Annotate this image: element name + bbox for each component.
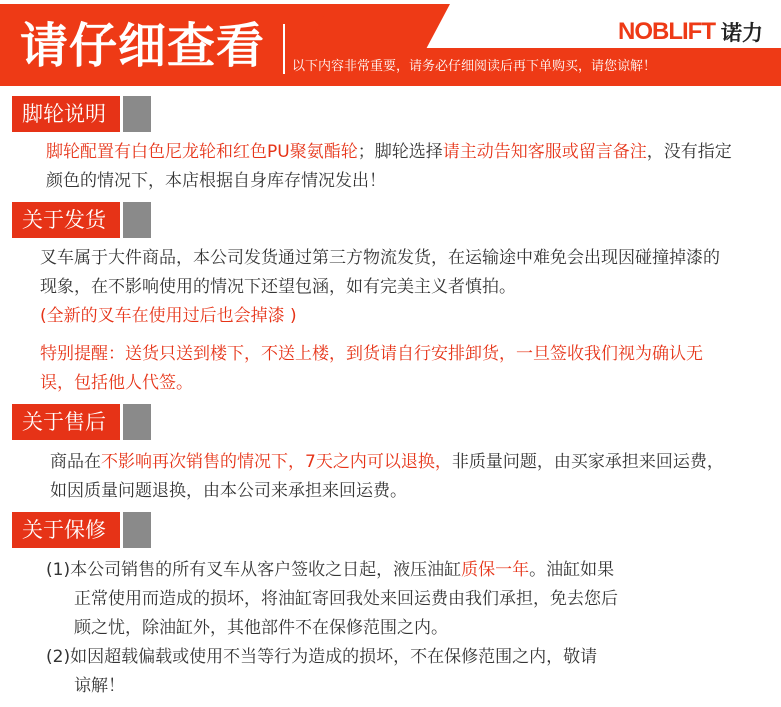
header-divider: [283, 24, 285, 74]
section-tag-marker: [123, 96, 151, 132]
casters-select-text: ；脚轮选择: [357, 142, 443, 162]
warranty-item-1-text-c: 。油缸如果: [529, 560, 615, 580]
shipping-reminder: [40, 340, 730, 398]
casters-default-text: ，没有指定颜色的情况下，本店根据自身库存情况发出！: [46, 142, 732, 191]
casters-paragraph: [46, 138, 746, 196]
section-title: 关于售后: [12, 404, 120, 440]
warranty-item-2: (2)如因超载偏载或使用不当等行为造成的损坏，不在保修范围之内，敬请: [46, 647, 598, 667]
section-title: 关于发货: [12, 202, 120, 238]
section-tag-shipping: [12, 202, 151, 238]
brand-logo-latin: NOBLIFT: [618, 18, 715, 45]
shipping-reminder-text: 特别提醒：送货只送到楼下，不送上楼，到货请自行安排卸货，一旦签收我们视为确认无误，包括他人代签。: [40, 344, 703, 393]
warranty-item-1-text-a: (1)本公司销售的所有叉车从客户签收之日起，液压油缸: [46, 560, 462, 580]
warranty-item-1-line-2: 正常使用而造成的损坏，将油缸寄回我处来回运费由我们承担，免去您后: [74, 589, 618, 609]
shipping-paint-note: (全新的叉车在使用过后也会掉漆 ): [40, 306, 297, 326]
brand-logo: [618, 18, 763, 46]
shipping-text: 叉车属于大件商品，本公司发货通过第三方物流发货，在运输途中难免会出现因碰撞掉漆的现象，在不影响使用的情况下还望包涵，如有完美主义者慎拍。: [40, 248, 720, 297]
casters-contact-text: 请主动告知客服或留言备注: [442, 142, 647, 162]
warranty-item-2-line-2: 谅解！: [74, 676, 125, 696]
aftersales-return-text: 不影响再次销售的情况下，7天之内可以退换，: [101, 452, 452, 472]
brand-logo-cn: 诺力: [721, 21, 763, 45]
shipping-paragraph: [40, 244, 730, 331]
aftersales-text-c: 非质量问题，由买家承担来回运费，如因质量问题退换，由本公司来承担来回运费。: [50, 452, 724, 501]
section-tag-casters: [12, 96, 151, 132]
section-tag-marker: [123, 512, 151, 548]
header-subtitle: 以下内容非常重要，请务必仔细阅读后再下单购买，请您谅解！: [292, 59, 657, 74]
warranty-item-1: [46, 556, 746, 585]
warranty-period-text: 质保一年: [461, 560, 530, 580]
section-tag-marker: [123, 404, 151, 440]
page-title: 请仔细查看: [20, 18, 266, 74]
section-tag-warranty: [12, 512, 151, 548]
warranty-list: [46, 556, 746, 701]
section-tag-aftersales: [12, 404, 151, 440]
section-title: 脚轮说明: [12, 96, 120, 132]
casters-config-text: 脚轮配置有白色尼龙轮和红色PU聚氨酯轮: [46, 142, 358, 162]
section-title: 关于保修: [12, 512, 120, 548]
aftersales-paragraph: [50, 448, 730, 506]
warranty-item-1-line-3: 顾之忧，除油缸外，其他部件不在保修范围之内。: [74, 618, 448, 638]
page-header: [0, 0, 781, 88]
aftersales-text-a: 商品在: [50, 452, 101, 472]
section-tag-marker: [123, 202, 151, 238]
